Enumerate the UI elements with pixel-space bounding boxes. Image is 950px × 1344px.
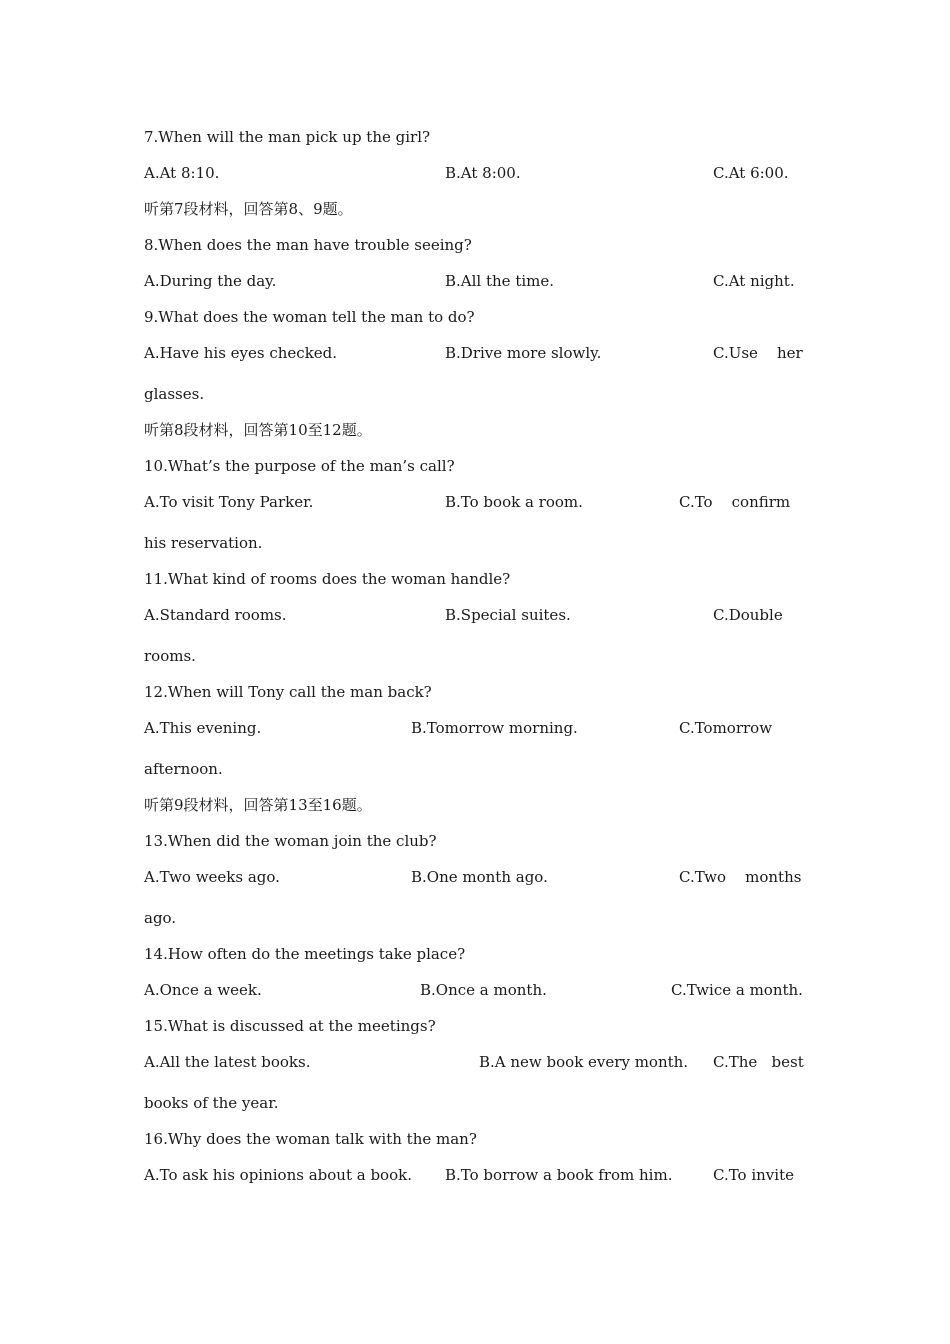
section-heading: 听第9段材料，回答第13至16题。 [144,796,372,814]
option-continuation: his reservation. [144,534,263,552]
option-a: A.Once a week. [144,981,262,999]
option-continuation: rooms. [144,647,196,665]
question-15: 15.What is discussed at the meetings? [144,1017,436,1035]
option-b: B.Tomorrow morning. [411,719,578,737]
option-c: C.At 6:00. [713,164,789,182]
option-b: B.Drive more slowly. [445,344,602,362]
option-c: C.Tomorrow [679,719,773,737]
option-a: A.At 8:10. [144,164,220,182]
section-heading: 听第7段材料，回答第8、9题。 [144,200,353,218]
option-c: C.The best [713,1053,804,1071]
option-c: C.To confirm [679,493,791,511]
option-continuation: afternoon. [144,760,223,778]
option-c: C.At night. [713,272,795,290]
option-a: A.Standard rooms. [144,606,287,624]
option-c: C.Twice a month. [671,981,803,999]
option-continuation: glasses. [144,385,205,403]
option-b: B.Once a month. [420,981,547,999]
section-heading: 听第8段材料，回答第10至12题。 [144,421,372,439]
option-a: A.Two weeks ago. [144,868,280,886]
question-8: 8.When does the man have trouble seeing? [144,236,472,254]
option-c: C.Double [713,606,783,624]
question-12: 12.When will Tony call the man back? [144,683,432,701]
option-a: A.Have his eyes checked. [144,344,338,362]
option-b: B.To book a room. [445,493,583,511]
question-7: 7.When will the man pick up the girl? [144,128,431,146]
option-a: A.To ask his opinions about a book. [144,1166,412,1184]
option-a: A.During the day. [144,272,277,290]
option-c: C.To invite [713,1166,794,1184]
option-b: B.At 8:00. [445,164,521,182]
question-10: 10.What’s the purpose of the man’s call? [144,457,455,475]
option-b: B.All the time. [445,272,555,290]
question-9: 9.What does the woman tell the man to do? [144,308,475,326]
question-13: 13.When did the woman join the club? [144,832,437,850]
question-16: 16.Why does the woman talk with the man? [144,1130,477,1148]
option-b: B.A new book every month. [479,1053,689,1071]
question-11: 11.What kind of rooms does the woman handle? [144,570,511,588]
option-a: A.All the latest books. [144,1053,311,1071]
option-c: C.Use her [713,344,803,362]
option-b: B.Special suites. [445,606,571,624]
option-a: A.To visit Tony Parker. [144,493,314,511]
question-14: 14.How often do the meetings take place? [144,945,466,963]
option-b: B.One month ago. [411,868,548,886]
option-a: A.This evening. [144,719,262,737]
option-continuation: books of the year. [144,1094,279,1112]
option-b: B.To borrow a book from him. [445,1166,673,1184]
option-continuation: ago. [144,909,177,927]
option-c: C.Two months [679,868,802,886]
